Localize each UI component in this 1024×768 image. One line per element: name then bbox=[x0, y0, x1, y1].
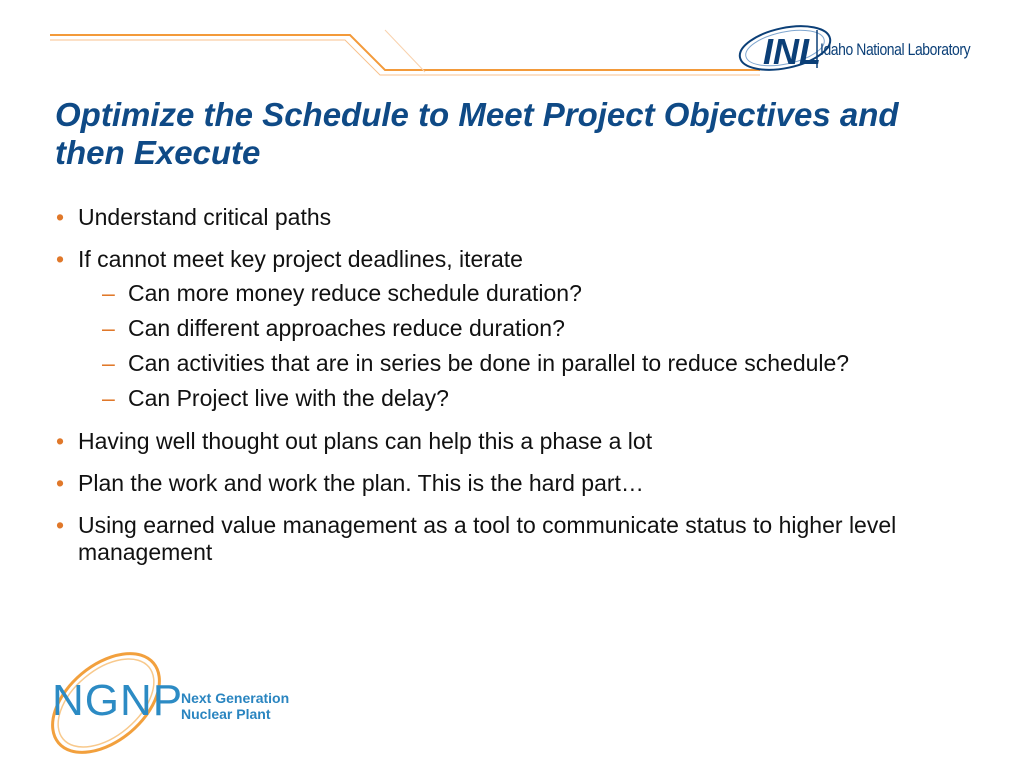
dash-icon: – bbox=[102, 385, 115, 411]
sub-bullet-list bbox=[78, 280, 976, 412]
bullet-text: Plan the work and work the plan. This is the hard part… bbox=[78, 470, 644, 496]
dash-icon: – bbox=[102, 280, 115, 306]
dash-icon: – bbox=[102, 350, 115, 376]
bullet-item bbox=[56, 470, 976, 497]
sub-bullet-item bbox=[78, 350, 976, 377]
sub-bullet-text: Can different approaches reduce duration? bbox=[128, 315, 565, 341]
inl-logo-text: Idaho National Laboratory bbox=[820, 40, 971, 59]
bullet-dot-icon: • bbox=[56, 428, 65, 454]
ngnp-tagline-line1: Next Generation bbox=[181, 690, 290, 706]
bullet-dot-icon: • bbox=[56, 204, 65, 230]
sub-bullet-text: Can Project live with the delay? bbox=[128, 385, 449, 411]
inl-logo-mark: INL bbox=[763, 31, 821, 72]
bullet-item bbox=[56, 246, 976, 412]
ngnp-tagline-line2: Nuclear Plant bbox=[181, 706, 271, 722]
sub-bullet-item bbox=[78, 385, 976, 412]
bullet-item bbox=[56, 512, 976, 566]
bullet-text: Using earned value management as a tool to communicate status to higher level management bbox=[78, 512, 897, 565]
sub-bullet-item bbox=[78, 315, 976, 342]
slide-title: Optimize the Schedule to Meet Project Objectives and then Execute bbox=[55, 96, 899, 171]
bullet-text: Understand critical paths bbox=[78, 204, 332, 230]
bullet-text: If cannot meet key project deadlines, iterate bbox=[78, 246, 523, 272]
bullet-dot-icon: • bbox=[56, 470, 65, 496]
bullet-dot-icon: • bbox=[56, 246, 65, 272]
sub-bullet-text: Can activities that are in series be done in parallel to reduce schedule? bbox=[128, 350, 850, 376]
sub-bullet-item bbox=[78, 280, 976, 307]
bullet-item bbox=[56, 428, 976, 455]
sub-bullet-text: Can more money reduce schedule duration? bbox=[128, 280, 582, 306]
bullet-item bbox=[56, 204, 976, 231]
dash-icon: – bbox=[102, 315, 115, 341]
bullet-dot-icon: • bbox=[56, 512, 65, 538]
ngnp-logo-text: NGNP bbox=[52, 676, 184, 725]
ngnp-tagline bbox=[181, 690, 289, 722]
bullet-list bbox=[56, 204, 976, 581]
bullet-text: Having well thought out plans can help this a phase a lot bbox=[78, 428, 653, 454]
